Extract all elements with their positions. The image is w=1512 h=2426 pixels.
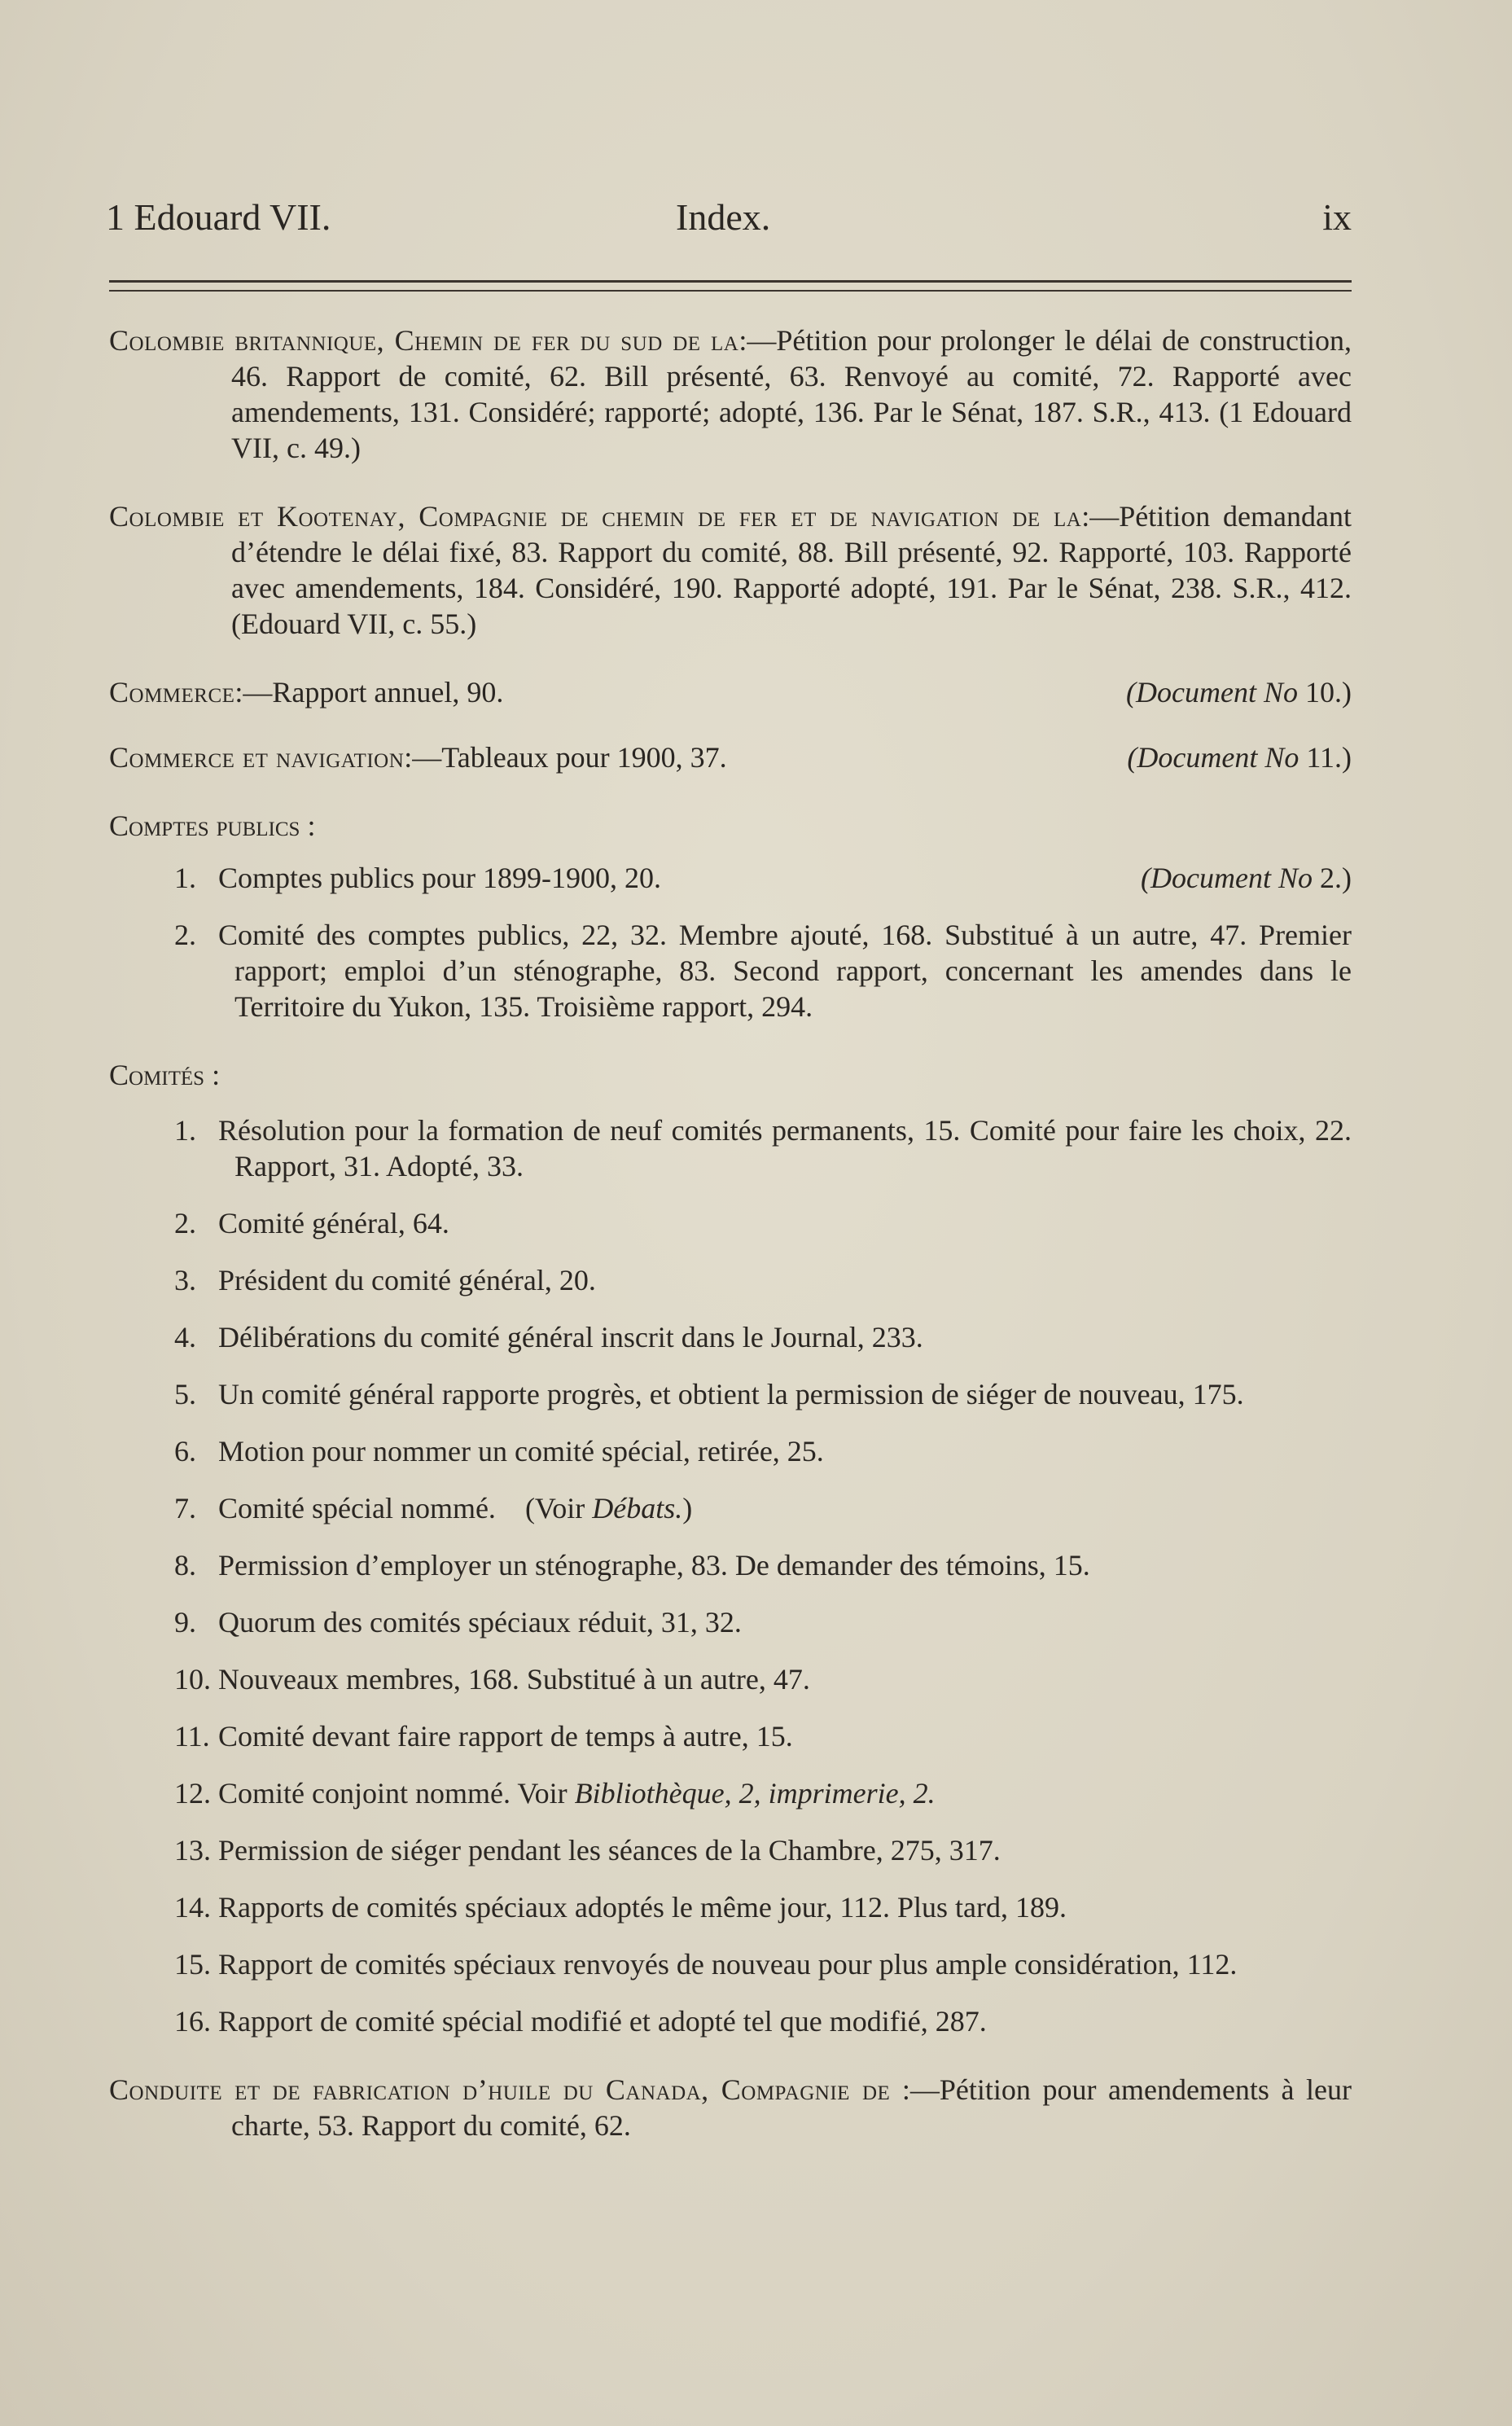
document-reference: (Document No 10.) [1126, 676, 1352, 708]
list-item: 15. Rapport de comités spéciaux renvoyés de nouveau pour plus ample considération, 112. [174, 1948, 1238, 1981]
section-title-comites: Comités : [109, 1059, 221, 1091]
list-item: 13. Permission de siéger pendant les séances de la Chambre, 275, 317. [174, 1834, 1001, 1867]
entry-heading: Colombie britannique, Chemin de fer du sud de la [109, 324, 739, 357]
index-entry-colombie-britannique [109, 322, 1352, 466]
list-item: 7. Comité spécial nommé. (Voir Débats.) [174, 1492, 693, 1524]
list-item: 6. Motion pour nommer un comité spécial, retirée, 25. [174, 1435, 824, 1467]
entry-text: :—Pétition pour prolonger le délai de construction, 46. Rapport de comité, 62. Bill présenté, 63. Renvoyé au comité, 72. Rapporté avec amendements, 131. Considéré; rapporté; adopté, 136. Par le Sénat, 187. S.R., 413. (1 Edouard VII, c. 49.) [231, 324, 1352, 464]
entry-text: :—Tableaux pour 1900, 37. [404, 741, 727, 774]
list-item: 9. Quorum des comités spéciaux réduit, 31, 32. [174, 1606, 742, 1639]
index-entry-commerce-navigation [109, 739, 1352, 775]
index-entry-colombie-kootenay [109, 498, 1352, 642]
index-entry-commerce [109, 674, 1352, 710]
document-reference: (Document No 11.) [1127, 741, 1352, 774]
list-item: 10. Nouveaux membres, 168. Substitué à un autre, 47. [174, 1663, 810, 1696]
entry-heading: Conduite et de fabrication d’huile du Canada, Compagnie de [109, 2073, 891, 2106]
running-header [106, 195, 1352, 239]
list-item: 16. Rapport de comité spécial modifié et adopté tel que modifié, 287. [174, 2005, 987, 2038]
entry-text: :—Pétition pour amendements à leur charte, 53. Rapport du comité, 62. [231, 2073, 1352, 2142]
header-rule-top [109, 280, 1352, 283]
entry-heading: Commerce et navigation [109, 741, 405, 774]
entry-text: :—Rapport annuel, 90. [234, 676, 504, 708]
header-rule-bottom [109, 290, 1352, 292]
header-left: 1 Edouard VII. [106, 196, 331, 238]
list-item: 8. Permission d’employer un sténographe, 83. De demander des témoins, 15. [174, 1549, 1090, 1582]
list-item: 5. Un comité général rapporte progrès, et obtient la permission de siéger de nouveau, 175. [174, 1378, 1244, 1410]
list-item: 1. Comptes publics pour 1899-1900, 20. (Document No 2.) [174, 862, 1352, 894]
index-content [109, 322, 1352, 2176]
list-item: 4. Délibérations du comité général inscrit dans le Journal, 233. [174, 1321, 923, 1353]
index-entry-conduite-huile [109, 2072, 1352, 2143]
entry-heading: Colombie et Kootenay, Compagnie de chemin de fer et de navigation de la [109, 500, 1082, 533]
entry-text: :—Pétition demandant d’étendre le délai fixé, 83. Rapport du comité, 88. Bill présenté, 92. Rapporté, 103. Rapporté avec amendements, 184. Considéré, 190. Rapporté adopté, 191. Par le Sénat, 238. S.R., 412. (Edouard VII, c. 55.) [231, 500, 1352, 640]
list-item: 2. Comité général, 64. [174, 1207, 449, 1239]
header-center: Index. [676, 196, 771, 238]
list-item: 3. Président du comité général, 20. [174, 1264, 596, 1296]
header-page-number: ix [1322, 196, 1352, 238]
list-item: 1. Résolution pour la formation de neuf comités permanents, 15. Comité pour faire les choix, 22. Rapport, 31. Adopté, 33. [174, 1114, 1352, 1182]
list-item: 11. Comité devant faire rapport de temps à autre, 15. [174, 1720, 793, 1753]
entry-heading: Commerce [109, 676, 235, 708]
list-item: 12. Comité conjoint nommé. Voir Bibliothèque, 2, imprimerie, 2. [174, 1777, 936, 1810]
list-item: 2. Comité des comptes publics, 22, 32. Membre ajouté, 168. Substitué à un autre, 47. Premier rapport; emploi d’un sténographe, 83. Second rapport, concernant les amendes dans le Territoire du Yukon, 135. Troisième rapport, 294. [174, 919, 1352, 1023]
list-item: 14. Rapports de comités spéciaux adoptés le même jour, 112. Plus tard, 189. [174, 1891, 1067, 1924]
section-title-comptes-publics: Comptes publics : [109, 809, 316, 842]
document-reference: (Document No 2.) [1141, 862, 1352, 894]
